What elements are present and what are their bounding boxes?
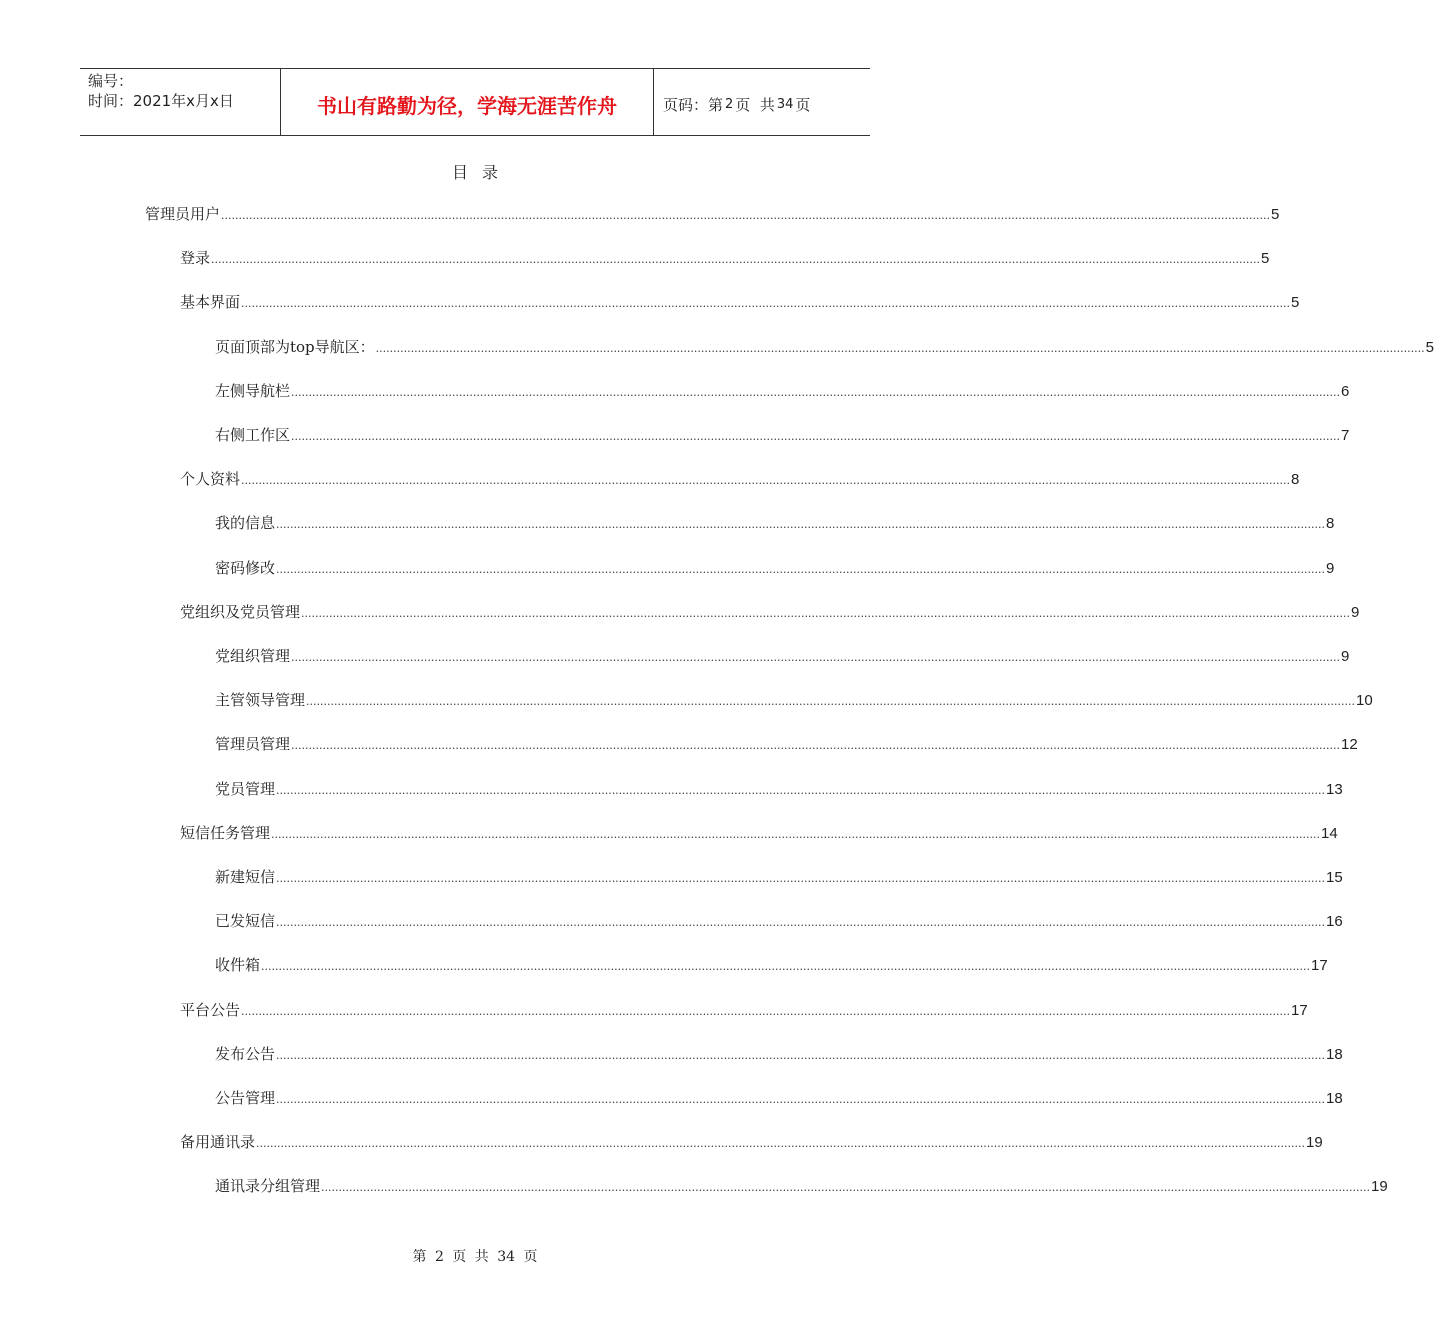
toc-entry[interactable] bbox=[215, 557, 1335, 579]
toc-entry-title: 基本界面 bbox=[180, 293, 241, 311]
toc-title: 目录 bbox=[451, 163, 512, 182]
toc-dot-leader: ............................................................................................................................................................................................................................................................................................................ bbox=[241, 474, 1290, 487]
toc-entry-title: 管理员管理 bbox=[215, 735, 291, 753]
toc-entry-title: 平台公告 bbox=[180, 1001, 241, 1019]
toc-dot-leader: ............................................................................................................................................................................................................................................................................................................ bbox=[291, 739, 1340, 752]
toc-entry-page: 5 bbox=[1271, 206, 1280, 223]
toc-entry-title: 党员管理 bbox=[215, 780, 276, 798]
toc-entry-title: 收件箱 bbox=[215, 956, 261, 974]
toc-entry-page: 17 bbox=[1311, 957, 1328, 974]
toc-entry-page: 14 bbox=[1321, 825, 1338, 842]
toc-entry[interactable] bbox=[215, 1087, 1343, 1109]
toc-entry-page: 9 bbox=[1351, 604, 1360, 621]
toc-entry[interactable] bbox=[145, 203, 1280, 225]
toc-entry-title: 密码修改 bbox=[215, 559, 276, 577]
toc-entry-page: 6 bbox=[1341, 383, 1350, 400]
toc-entry-title: 管理员用户 bbox=[145, 205, 221, 223]
toc-entry[interactable] bbox=[215, 1043, 1343, 1065]
toc-entry-title: 页面顶部为top导航区： bbox=[215, 338, 375, 356]
page-footer: 第 2 页 共 34 页 bbox=[412, 1249, 538, 1265]
page-header bbox=[80, 68, 870, 136]
toc-dot-leader: ............................................................................................................................................................................................................................................................................................................ bbox=[241, 1005, 1290, 1018]
toc-dot-leader: ............................................................................................................................................................................................................................................................................................................ bbox=[291, 430, 1340, 443]
toc-entry[interactable] bbox=[215, 512, 1335, 534]
toc-entry-page: 9 bbox=[1341, 648, 1350, 665]
toc-entry-page: 8 bbox=[1291, 471, 1300, 488]
page-suffix: 页 bbox=[795, 95, 811, 114]
toc-dot-leader: ............................................................................................................................................................................................................................................................................................................ bbox=[271, 828, 1320, 841]
toc-entry-page: 8 bbox=[1326, 515, 1335, 532]
toc-entry[interactable] bbox=[180, 999, 1308, 1021]
toc-dot-leader: ............................................................................................................................................................................................................................................................................................................ bbox=[306, 695, 1355, 708]
serial-label: 编号： bbox=[88, 72, 134, 90]
toc-dot-leader: ............................................................................................................................................................................................................................................................................................................ bbox=[276, 1093, 1325, 1106]
toc-entry-page: 5 bbox=[1261, 250, 1270, 267]
page-mid: 页 共 bbox=[735, 95, 775, 114]
page-current: 2 bbox=[725, 96, 734, 112]
toc-entry[interactable] bbox=[215, 645, 1350, 667]
time-label: 时间：2021年x月x日 bbox=[88, 92, 234, 110]
toc-entry[interactable] bbox=[180, 468, 1300, 490]
toc-entry[interactable] bbox=[215, 1175, 1388, 1197]
toc-entry-page: 18 bbox=[1326, 1090, 1343, 1107]
toc-entry[interactable] bbox=[215, 380, 1350, 402]
toc-entry-page: 16 bbox=[1326, 913, 1343, 930]
toc-entry-page: 5 bbox=[1425, 339, 1434, 356]
toc-entry[interactable] bbox=[215, 910, 1343, 932]
toc-entry[interactable] bbox=[180, 1131, 1323, 1153]
toc-entry-page: 18 bbox=[1326, 1046, 1343, 1063]
toc-entry[interactable] bbox=[180, 247, 1270, 269]
toc-entry[interactable] bbox=[215, 866, 1343, 888]
toc-entry[interactable] bbox=[180, 822, 1338, 844]
toc-entry-title: 我的信息 bbox=[215, 514, 276, 532]
toc-entry-page: 19 bbox=[1371, 1178, 1388, 1195]
toc-dot-leader: ............................................................................................................................................................................................................................................................................................................ bbox=[221, 209, 1270, 222]
toc-entry-title: 主管领导管理 bbox=[215, 691, 306, 709]
toc-dot-leader: ............................................................................................................................................................................................................................................................................................................ bbox=[291, 386, 1340, 399]
toc-dot-leader: ............................................................................................................................................................................................................................................................................................................ bbox=[241, 297, 1290, 310]
toc-entry-page: 9 bbox=[1326, 560, 1335, 577]
header-info-cell bbox=[80, 69, 281, 135]
toc-entry[interactable] bbox=[215, 424, 1350, 446]
page-prefix: 页码：第 bbox=[663, 95, 724, 114]
toc-dot-leader: ............................................................................................................................................................................................................................................................................................................ bbox=[256, 1137, 1305, 1150]
toc-entry-page: 10 bbox=[1356, 692, 1373, 709]
toc-entry[interactable] bbox=[215, 733, 1358, 755]
toc-dot-leader: ............................................................................................................................................................................................................................................................................................................ bbox=[301, 607, 1350, 620]
toc-dot-leader: ............................................................................................................................................................................................................................................................................................................ bbox=[276, 872, 1325, 885]
toc-dot-leader: ............................................................................................................................................................................................................................................................................................................ bbox=[276, 1049, 1325, 1062]
toc-entry-title: 个人资料 bbox=[180, 470, 241, 488]
toc-entry[interactable] bbox=[215, 336, 1434, 358]
toc-dot-leader: ............................................................................................................................................................................................................................................................................................................ bbox=[276, 518, 1325, 531]
toc-dot-leader: ............................................................................................................................................................................................................................................................................................................ bbox=[321, 1181, 1370, 1194]
toc-entry[interactable] bbox=[180, 601, 1360, 623]
toc-entry-title: 党组织及党员管理 bbox=[180, 603, 301, 621]
toc-entry-title: 党组织管理 bbox=[215, 647, 291, 665]
toc-entry-title: 发布公告 bbox=[215, 1045, 276, 1063]
header-motto: 书山有路勤为径，学海无涯苦作舟 bbox=[281, 69, 654, 135]
toc-entry-page: 15 bbox=[1326, 869, 1343, 886]
toc-entry-page: 13 bbox=[1326, 781, 1343, 798]
toc-entry[interactable] bbox=[215, 689, 1373, 711]
toc-entry-page: 5 bbox=[1291, 294, 1300, 311]
toc-entry-title: 公告管理 bbox=[215, 1089, 276, 1107]
header-page-cell bbox=[654, 69, 870, 135]
toc-dot-leader: ............................................................................................................................................................................................................................................................................................................ bbox=[375, 342, 1425, 355]
toc-dot-leader: ............................................................................................................................................................................................................................................................................................................ bbox=[261, 960, 1310, 973]
toc-dot-leader: ............................................................................................................................................................................................................................................................................................................ bbox=[276, 784, 1325, 797]
toc-entry-page: 19 bbox=[1306, 1134, 1323, 1151]
toc-entry-title: 右侧工作区 bbox=[215, 426, 291, 444]
toc-entry-title: 通讯录分组管理 bbox=[215, 1177, 321, 1195]
page-total: 34 bbox=[776, 96, 794, 112]
toc-dot-leader: ............................................................................................................................................................................................................................................................................................................ bbox=[276, 916, 1325, 929]
toc-dot-leader: ............................................................................................................................................................................................................................................................................................................ bbox=[276, 563, 1325, 576]
toc-entry-title: 左侧导航栏 bbox=[215, 382, 291, 400]
toc-entry-page: 7 bbox=[1341, 427, 1350, 444]
toc-entry-title: 短信任务管理 bbox=[180, 824, 271, 842]
toc-entry-title: 已发短信 bbox=[215, 912, 276, 930]
toc-entry-title: 新建短信 bbox=[215, 868, 276, 886]
toc-entry-page: 17 bbox=[1291, 1002, 1308, 1019]
toc-entry[interactable] bbox=[180, 291, 1300, 313]
toc-entry-title: 登录 bbox=[180, 249, 211, 267]
toc-entry-title: 备用通讯录 bbox=[180, 1133, 256, 1151]
toc-entry[interactable] bbox=[215, 778, 1343, 800]
toc-dot-leader: ............................................................................................................................................................................................................................................................................................................ bbox=[211, 253, 1260, 266]
toc-entry[interactable] bbox=[215, 954, 1328, 976]
toc-entry-page: 12 bbox=[1341, 736, 1358, 753]
toc-dot-leader: ............................................................................................................................................................................................................................................................................................................ bbox=[291, 651, 1340, 664]
